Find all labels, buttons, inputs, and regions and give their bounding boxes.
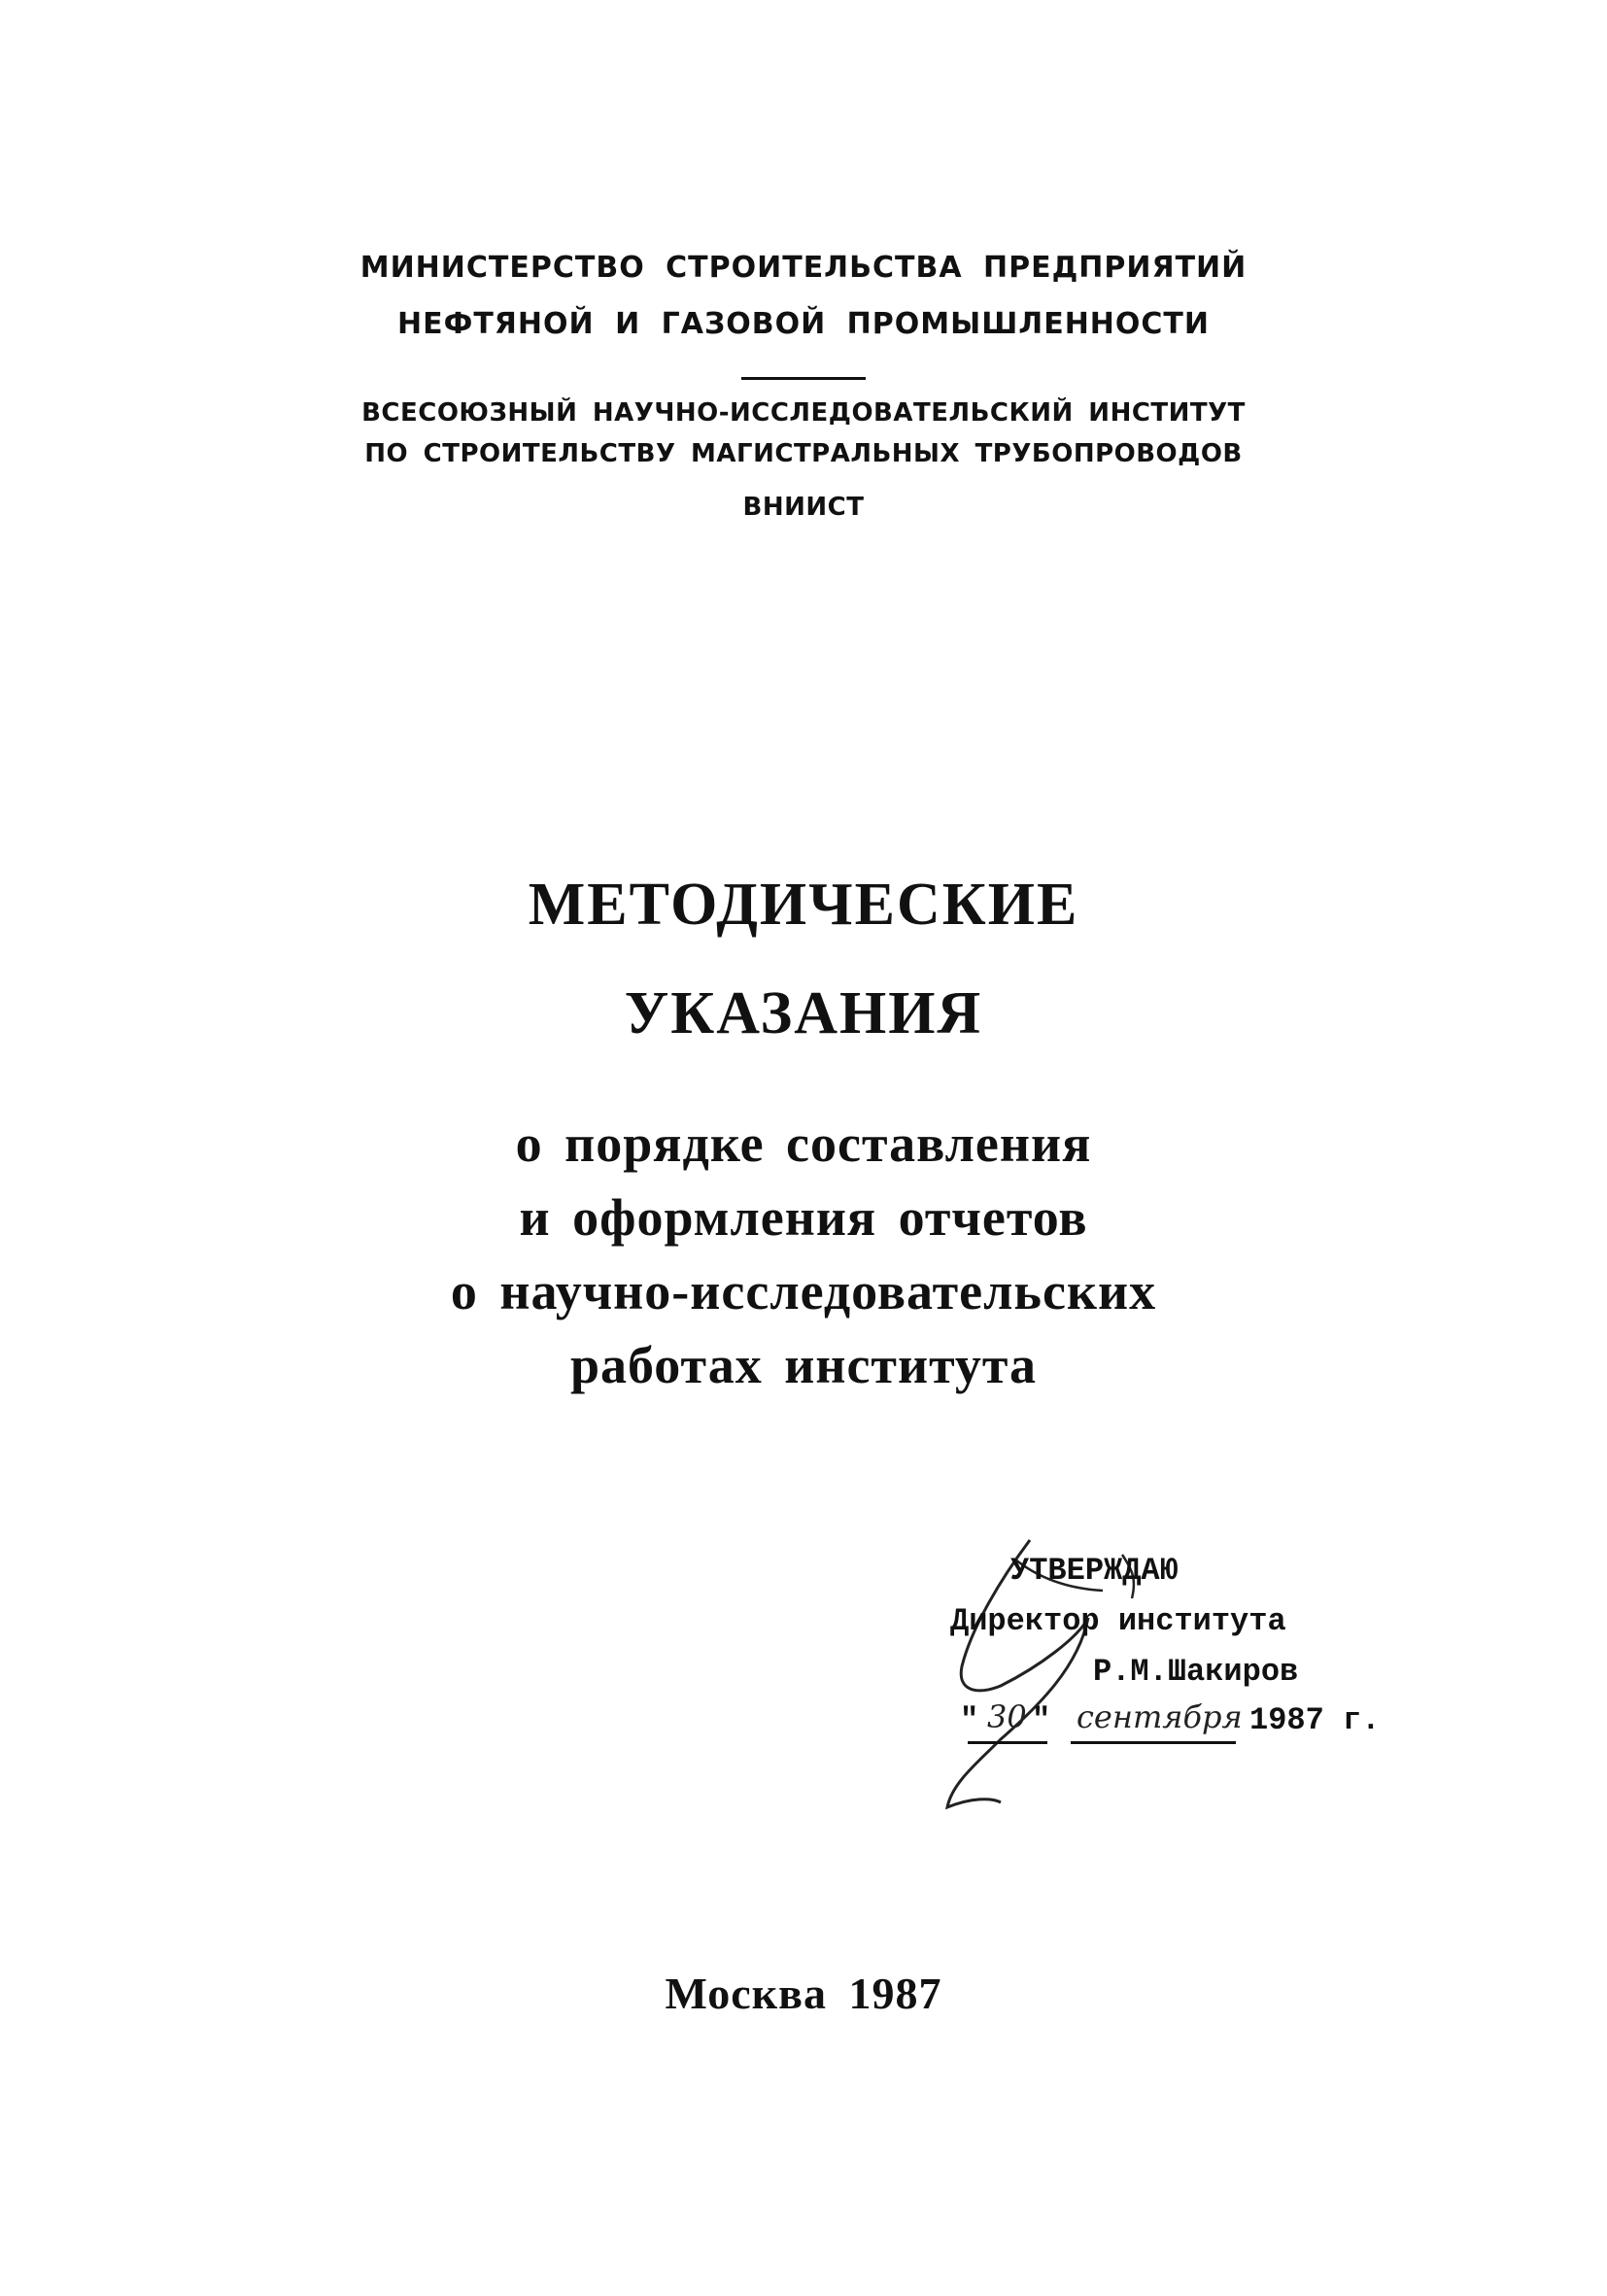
- date-quote-open: ": [960, 1702, 979, 1738]
- document-subtitle-line-1: о порядке составления: [515, 1114, 1092, 1173]
- document-subtitle-line-4: работах института: [569, 1336, 1038, 1394]
- institute-name-line-2: ПО СТРОИТЕЛЬСТВУ МАГИСТРАЛЬНЫХ ТРУБОПРОВОДОВ: [364, 439, 1243, 468]
- ministry-name-line-1: МИНИСТЕРСТВО СТРОИТЕЛЬСТВА ПРЕДПРИЯТИЙ: [359, 251, 1248, 285]
- day-underline: [968, 1741, 1047, 1744]
- document-title-line-1: МЕТОДИЧЕСКИЕ: [528, 872, 1079, 938]
- document-subtitle-line-2: и оформления отчетов: [519, 1188, 1088, 1247]
- approval-day: 30: [987, 1698, 1027, 1735]
- institute-abbreviation: ВНИИСТ: [742, 493, 865, 522]
- month-underline: [1071, 1741, 1236, 1744]
- ministry-name-line-2: НЕФТЯНОЙ И ГАЗОВОЙ ПРОМЫШЛЕННОСТИ: [396, 307, 1210, 341]
- institute-name-line-1: ВСЕСОЮЗНЫЙ НАУЧНО-ИССЛЕДОВАТЕЛЬСКИЙ ИНСТИТУТ: [361, 398, 1246, 428]
- approval-year: 1987 г.: [1249, 1702, 1381, 1738]
- approval-stamp-text: УТВЕРЖДАЮ: [1010, 1553, 1179, 1589]
- date-quote-close: ": [1032, 1702, 1051, 1738]
- approval-month: сентября: [1077, 1698, 1243, 1735]
- approver-name: Р.М.Шакиров: [1093, 1654, 1299, 1690]
- header-divider: [741, 377, 866, 380]
- document-subtitle-line-3: о научно-исследовательских: [450, 1262, 1157, 1320]
- approver-position: Директор института: [950, 1603, 1286, 1639]
- publication-city-year: Москва 1987: [665, 1969, 942, 2018]
- document-title-line-2: УКАЗАНИЯ: [624, 980, 983, 1046]
